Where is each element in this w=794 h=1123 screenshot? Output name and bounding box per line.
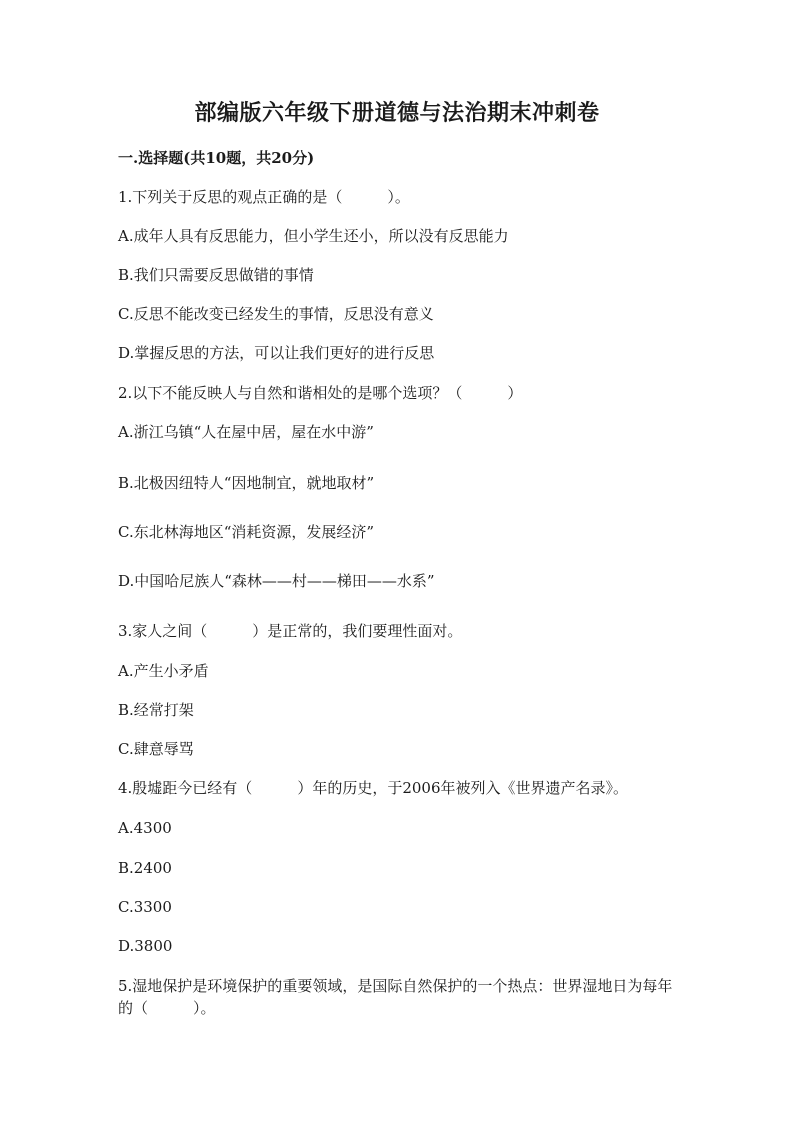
question-4-stem: 4.殷墟距今已经有（ ）年的历史，于2006年被列入《世界遗产名录》。 (118, 779, 628, 797)
question-4-option-d: D.3800 (118, 937, 173, 955)
question-2-option-d: D.中国哈尼族人“森林——村——梯田——水系” (118, 572, 435, 590)
question-4-option-a: A.4300 (118, 819, 172, 837)
question-5-stem: 5.湿地保护是环境保护的重要领域，是国际自然保护的一个热点：世界湿地日为每年的（ ）。 (118, 977, 673, 1017)
question-2-option-c: C.东北林海地区“消耗资源，发展经济” (118, 523, 375, 541)
question-2-stem: 2.以下不能反映人与自然和谐相处的是哪个选项？（ ） (118, 384, 523, 402)
question-3-stem: 3.家人之间（ ）是正常的，我们要理性面对。 (118, 622, 463, 640)
question-1-option-d: D.掌握反思的方法，可以让我们更好的进行反思 (118, 344, 435, 362)
question-2-option-b: B.北极因纽特人“因地制宜，就地取材” (118, 474, 375, 492)
question-3-option-c: C.肆意辱骂 (118, 740, 194, 758)
exam-title: 部编版六年级下册道德与法治期末冲刺卷 (194, 100, 600, 126)
question-4-option-c: C.3300 (118, 898, 172, 916)
question-1-stem: 1.下列关于反思的观点正确的是（ ）。 (118, 188, 410, 206)
question-1-option-a: A.成年人具有反思能力，但小学生还小，所以没有反思能力 (118, 227, 509, 245)
question-1-option-c: C.反思不能改变已经发生的事情，反思没有意义 (118, 305, 434, 323)
question-4-option-b: B.2400 (118, 859, 172, 877)
question-1-option-b: B.我们只需要反思做错的事情 (118, 266, 314, 284)
question-3-option-b: B.经常打架 (118, 701, 194, 719)
question-3-option-a: A.产生小矛盾 (118, 662, 209, 680)
question-2-option-a: A.浙江乌镇“人在屋中居，屋在水中游” (118, 423, 374, 441)
section-heading: 一.选择题(共10题，共20分) (118, 149, 315, 167)
